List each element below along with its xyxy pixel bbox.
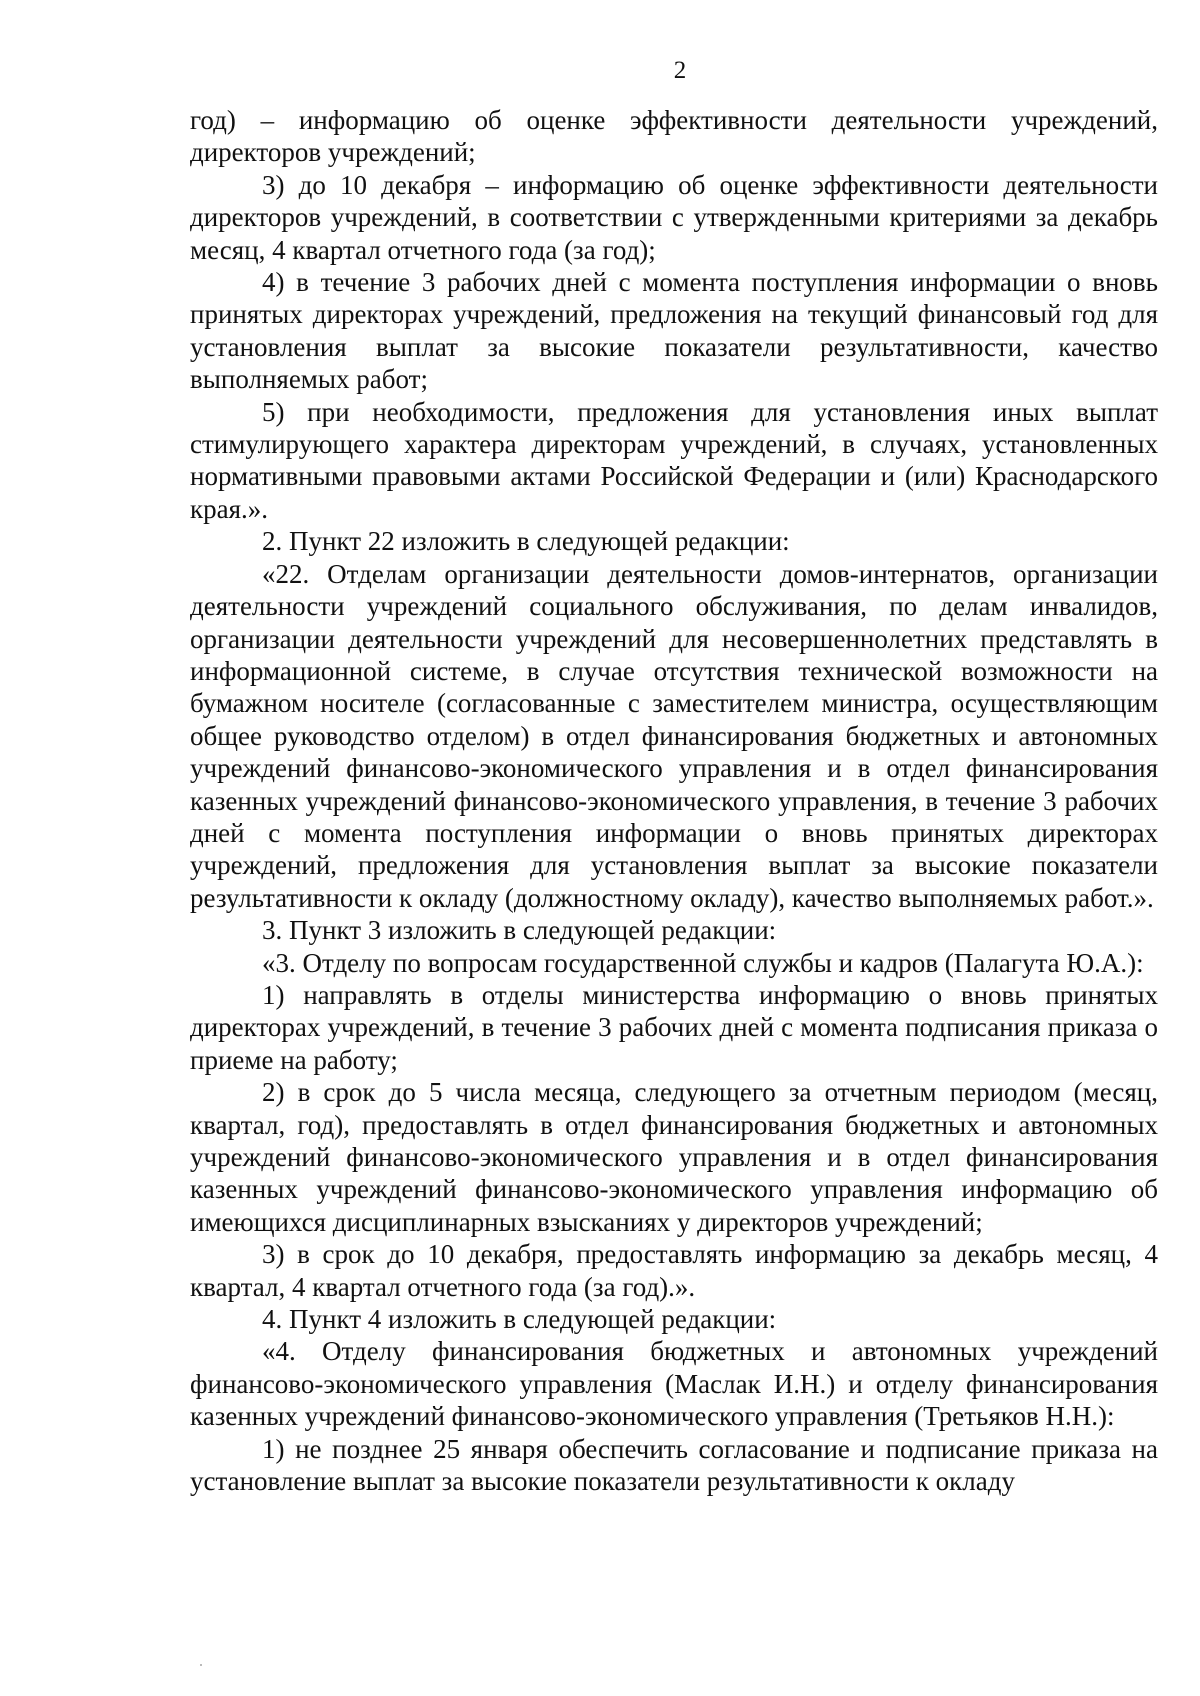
paragraph: 1) не позднее 25 января обеспечить согласование и подписание приказа на установление выплат за высокие показатели результативности к окладу bbox=[190, 1433, 1158, 1497]
paragraph: год) – информацию об оценке эффективности деятельности учреждений, директоров учреждений; bbox=[190, 105, 1158, 168]
paragraph: «22. Отделам организации деятельности домов-интернатов, организации деятельности учреждений социального обслуживания, по делам инвалидов, организации деятельности учреждений для несовершеннолетних представлять в информационной системе, в случае отсутствия технической возможности на бумажном носителе (согласованные с заместителем министра, осуществляющим общее руководство отделом) в отдел финансирования бюджетных и автономных учреждений финансово-экономического управления и в отдел финансирования казенных учреждений финансово-экономического управления, в течение 3 рабочих дней с момента поступления информации о вновь принятых директорах учреждений, предложения для установления выплат за высокие показатели результативности к окладу (должностному окладу), качество выполняемых работ.». bbox=[190, 558, 1158, 913]
scan-speck bbox=[200, 1664, 202, 1666]
paragraph: 2) в срок до 5 числа месяца, следующего за отчетным периодом (месяц, квартал, год), предоставлять в отдел финансирования бюджетных и автономных учреждений финансово-экономического управления и в отдел финансирования казенных учреждений финансово-экономического управления информацию об имеющихся дисциплинарных взысканиях у директоров учреждений; bbox=[190, 1077, 1158, 1237]
page-number: 2 bbox=[673, 57, 687, 84]
paragraph: 3) до 10 декабря – информацию об оценке эффективности деятельности директоров учреждений, в соответствии с утвержденными критериями за декабрь месяц, 4 квартал отчетного года (за год); bbox=[190, 169, 1158, 265]
paragraph: 3) в срок до 10 декабря, предоставлять информацию за декабрь месяц, 4 квартал, 4 квартал отчетного года (за год).». bbox=[190, 1239, 1158, 1302]
paragraph: 5) при необходимости, предложения для установления иных выплат стимулирующего характера директорам учреждений, в случаях, установленных нормативными правовыми актами Российской Федерации и (или) Краснодарского края.». bbox=[190, 396, 1158, 524]
section-heading: 4. Пункт 4 изложить в следующей редакции: bbox=[262, 1304, 777, 1335]
paragraph: 1) направлять в отделы министерства информацию о вновь принятых директорах учреждений, в течение 3 рабочих дней с момента подписания приказа о приеме на работу; bbox=[190, 979, 1158, 1075]
section-heading: 2. Пункт 22 изложить в следующей редакции: bbox=[262, 526, 790, 557]
document-body bbox=[190, 104, 1158, 1497]
paragraph: 4) в течение 3 рабочих дней с момента поступления информации о вновь принятых директорах учреждений, предложения на текущий финансовый год для установления выплат за высокие показатели результативности, качество выполняемых работ; bbox=[190, 267, 1158, 395]
section-heading: 3. Пункт 3 изложить в следующей редакции: bbox=[262, 915, 777, 946]
paragraph: «4. Отделу финансирования бюджетных и автономных учреждений финансово-экономического управления (Маслак И.Н.) и отделу финансирования казенных учреждений финансово-экономического управления (Третьяков Н.Н.): bbox=[190, 1336, 1158, 1432]
paragraph: «3. Отделу по вопросам государственной службы и кадров (Палагута Ю.А.): bbox=[262, 947, 1144, 978]
